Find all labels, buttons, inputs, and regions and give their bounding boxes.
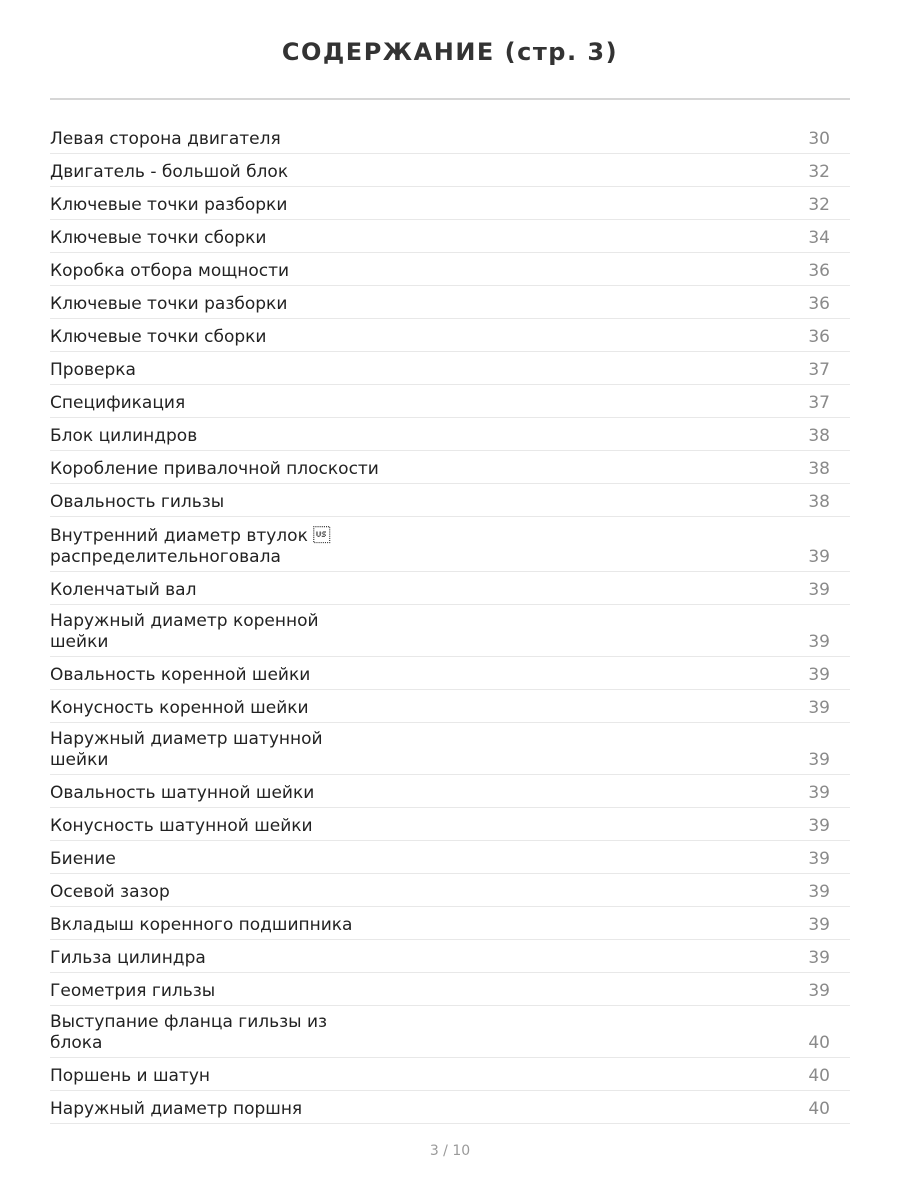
toc-entry[interactable] xyxy=(50,572,850,605)
toc-entry-page-number: 39 xyxy=(808,547,830,567)
toc-entry[interactable] xyxy=(50,775,850,808)
toc-entry-title: Проверка xyxy=(50,360,136,380)
toc-entry[interactable] xyxy=(50,973,850,1006)
toc-entry-title: Овальность шатунной шейки xyxy=(50,783,315,803)
toc-entry-title: Ключевые точки разборки xyxy=(50,294,288,314)
toc-entry[interactable] xyxy=(50,1006,850,1058)
toc-entry-title: Овальность гильзы xyxy=(50,492,225,512)
toc-entry[interactable] xyxy=(50,1091,850,1124)
table-of-contents xyxy=(50,121,850,1124)
toc-entry-page-number: 34 xyxy=(808,228,830,248)
toc-entry-title: Наружный диаметр шатунной шейки xyxy=(50,729,323,770)
toc-entry-page-number: 32 xyxy=(808,195,830,215)
toc-entry-page-number: 39 xyxy=(808,849,830,869)
toc-entry-page-number: 36 xyxy=(808,294,830,314)
toc-entry[interactable] xyxy=(50,874,850,907)
toc-entry-title: Ключевые точки разборки xyxy=(50,195,288,215)
page-title: СОДЕРЖАНИЕ (стр. 3) xyxy=(281,38,619,66)
toc-entry-page-number: 32 xyxy=(808,162,830,182)
page-indicator: 3 / 10 xyxy=(429,1143,471,1159)
toc-entry[interactable] xyxy=(50,154,850,187)
toc-entry[interactable] xyxy=(50,286,850,319)
toc-entry-page-number: 38 xyxy=(808,426,830,446)
toc-entry-page-number: 39 xyxy=(808,915,830,935)
toc-entry-page-number: 30 xyxy=(808,129,830,149)
toc-entry-title: Поршень и шатун xyxy=(50,1066,211,1086)
toc-entry[interactable] xyxy=(50,940,850,973)
title-divider xyxy=(50,98,850,100)
toc-entry-title: Вкладыш коренного подшипника xyxy=(50,915,353,935)
toc-entry[interactable] xyxy=(50,418,850,451)
toc-entry-title: Наружный диаметр поршня xyxy=(50,1099,303,1119)
toc-entry-title: Левая сторона двигателя xyxy=(50,129,281,149)
toc-entry[interactable] xyxy=(50,484,850,517)
toc-entry-title: Ключевые точки сборки xyxy=(50,327,267,347)
toc-entry-page-number: 38 xyxy=(808,492,830,512)
toc-entry-title: Коленчатый вал xyxy=(50,580,197,600)
toc-entry-title: Наружный диаметр коренной шейки xyxy=(50,611,319,652)
toc-entry-title: Осевой зазор xyxy=(50,882,170,902)
toc-entry-page-number: 39 xyxy=(808,698,830,718)
toc-entry-title: Выступание фланца гильзы из блока xyxy=(50,1012,328,1053)
toc-entry-page-number: 40 xyxy=(808,1099,830,1119)
toc-entry[interactable] xyxy=(50,907,850,940)
toc-entry-page-number: 36 xyxy=(808,261,830,281)
toc-entry-page-number: 39 xyxy=(808,750,830,770)
toc-entry-title: Коробление привалочной плоскости xyxy=(50,459,379,479)
toc-entry[interactable] xyxy=(50,352,850,385)
toc-entry-page-number: 39 xyxy=(808,665,830,685)
toc-entry[interactable] xyxy=(50,517,850,572)
toc-entry-title: Спецификация xyxy=(50,393,186,413)
toc-entry[interactable] xyxy=(50,121,850,154)
toc-entry[interactable] xyxy=(50,451,850,484)
toc-entry-title: Ключевые точки сборки xyxy=(50,228,267,248)
toc-entry-page-number: 37 xyxy=(808,393,830,413)
toc-entry-page-number: 39 xyxy=(808,580,830,600)
toc-entry[interactable] xyxy=(50,605,850,657)
toc-entry-page-number: 39 xyxy=(808,948,830,968)
toc-entry-title: Блок цилиндров xyxy=(50,426,198,446)
toc-entry-title: Геометрия гильзы xyxy=(50,981,216,1001)
toc-entry-title: Конусность коренной шейки xyxy=(50,698,309,718)
toc-entry-page-number: 38 xyxy=(808,459,830,479)
toc-entry[interactable] xyxy=(50,253,850,286)
toc-entry-page-number: 36 xyxy=(808,327,830,347)
toc-entry[interactable] xyxy=(50,220,850,253)
toc-entry-page-number: 39 xyxy=(808,632,830,652)
toc-entry[interactable] xyxy=(50,319,850,352)
toc-entry-title: Гильза цилиндра xyxy=(50,948,206,968)
toc-entry-title: Коробка отбора мощности xyxy=(50,261,290,281)
toc-entry-page-number: 37 xyxy=(808,360,830,380)
toc-entry[interactable] xyxy=(50,808,850,841)
toc-entry-title: Внутренний диаметр втулок распределительноговала xyxy=(50,526,331,567)
toc-entry[interactable] xyxy=(50,385,850,418)
toc-entry-page-number: 40 xyxy=(808,1066,830,1086)
toc-entry[interactable] xyxy=(50,1058,850,1091)
toc-entry[interactable] xyxy=(50,657,850,690)
toc-entry-title: Конусность шатунной шейки xyxy=(50,816,313,836)
toc-entry[interactable] xyxy=(50,187,850,220)
toc-entry[interactable] xyxy=(50,690,850,723)
toc-entry-title: Двигатель - большой блок xyxy=(50,162,289,182)
toc-entry-title: Биение xyxy=(50,849,116,869)
toc-entry-page-number: 39 xyxy=(808,783,830,803)
toc-entry-title: Овальность коренной шейки xyxy=(50,665,311,685)
toc-entry[interactable] xyxy=(50,723,850,775)
toc-entry-page-number: 39 xyxy=(808,882,830,902)
toc-entry-page-number: 39 xyxy=(808,816,830,836)
toc-entry-page-number: 39 xyxy=(808,981,830,1001)
toc-entry-page-number: 40 xyxy=(808,1033,830,1053)
toc-entry[interactable] xyxy=(50,841,850,874)
